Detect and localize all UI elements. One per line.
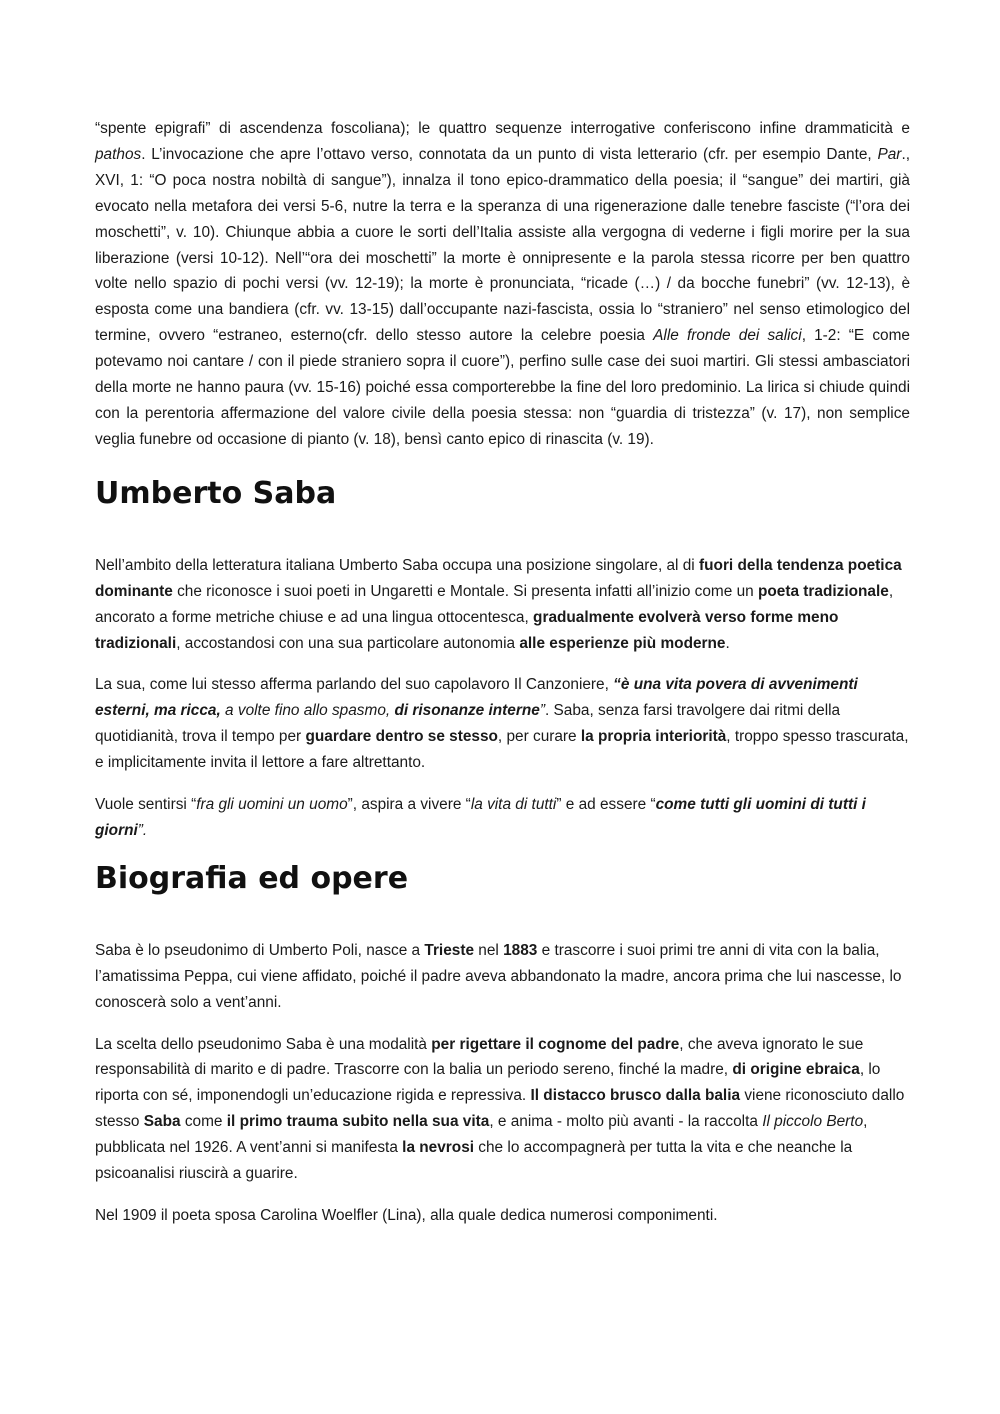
text-run: ., XVI, 1: “O poca nostra nobiltà di sangue”), innalza il tono epico-drammatico della poesia; il “sangue” dei martiri, già evocato nella metafora dei versi 5-6, nutre la terra e la speranza di una rigenerazione dalle tenebre fasciste (“l’ora dei moschetti”, v. 10). Chiunque abbia a cuore le sorti dell’Italia assiste alla vergogna di vederne i figli morire per la sua liberazione (versi 10-12). Nell’“ora dei moschetti” la morte è onnipresente e la parola stessa ricorre per ben quattro volte nello spazio di pochi versi (vv. 12-19); la morte è pronunciata, “ricade (…) / da bocche funebri” (vv. 12-13), è esposta come una bandiera (cfr. vv. 13-15) dall’occupante nazi-fascista, ossia lo “straniero” nel senso etimologico del termine, ovvero “estraneo, esterno(cfr. dello stesso autore la celebre poesia [95,145,910,345]
text-run: che lo accompagnerà per tutta la vita e che neanche la psicoanalisi riuscirà a guarire. [95,1139,853,1183]
text-run: Par [877,145,902,163]
text-run: il primo trauma subito nella sua vita [226,1113,490,1131]
text-run: “spente epigrafi” di ascendenza foscoliana); le quattro sequenze interrogative conferiscono infine drammaticità e [95,120,910,137]
text-run: , che aveva ignorato le sue responsabilità di marito e di padre. Trascorre con la balia un periodo sereno, finché la madre, [95,1035,864,1079]
text-run: e trascorre i suoi primi tre anni di vita con la balia, l’amatissima Peppa, cui viene affidato, poiché il padre aveva abbandonato la madre, ancora prima che lui nascesse, lo conoscerà solo a vent’anni. [95,941,902,1011]
text-run: a volte fino allo spasmo, [220,702,395,720]
text-run: guardare dentro se stesso [305,728,498,746]
text-run: “è una vita povera di avvenimenti esterni, ma ricca, [95,676,858,720]
text-run: ” e ad essere “ [556,796,656,814]
saba-paragraph-2 [95,672,910,776]
text-run: Trieste [424,941,475,959]
text-run: che riconosce i suoi poeti in Ungaretti e Montale. Si presenta infatti all’inizio come un [172,582,758,600]
text-run: , e anima - molto più avanti - la raccolta [489,1113,763,1131]
bio-paragraph-3 [95,1203,910,1229]
text-run: Alle fronde dei salici [653,327,802,345]
text-run: Vuole sentirsi “ [95,796,197,814]
text-run: ”, aspira a vivere “ [347,796,471,814]
text-run: ”. [137,821,148,839]
text-run: Saba è lo pseudonimo di Umberto Poli, nasce a [95,941,425,959]
text-run: , lo riporta con sé, imponendogli un’educazione rigida e repressiva. [95,1061,881,1105]
text-run: Saba [143,1113,181,1131]
text-run: Il piccolo Berto [762,1113,864,1131]
text-run: viene riconosciuto dallo stesso [95,1087,905,1131]
text-run: Nel 1909 il poeta sposa Carolina Woelfler (Lina), alla quale dedica numerosi componimenti. [95,1207,718,1224]
text-run: , 1-2: “E come potevamo noi cantare / con il piede straniero sopra il cuore”), perfino sulle case dei suoi martiri. Gli stessi ambasciatori della morte ne hanno paura (vv. 15-16) poiché essa comporterebbe la fine del loro predominio. La lirica si chiude quindi con la perentoria affermazione del valore civile della poesia stessa: non “guardia di tristezza” (v. 17), non semplice veglia funebre od occasione di pianto (v. 18), bensì canto epico di rinascita (v. 19). [95,327,910,448]
text-run: , ancorato a forme metriche chiuse e ad una lingua ottocentesca, [95,582,894,626]
text-run: Il distacco brusco dalla balia [530,1087,741,1105]
text-run: ” [539,702,545,720]
text-run: , accostandosi con una sua particolare autonomia [176,634,520,652]
text-run: . Saba, senza farsi travolgere dai ritmi della quotidianità, trova il tempo per [95,702,841,746]
text-run: 1883 [503,941,538,959]
intro-paragraph [95,116,910,453]
saba-paragraph-3 [95,792,910,844]
text-run: , per curare [497,728,581,746]
text-run: , troppo spesso trascurata, e implicitamente invita il lettore a fare altrettanto. [95,728,909,772]
text-run: La sua, come lui stesso afferma parlando del suo capolavoro Il Canzoniere, [95,676,614,694]
text-run: la nevrosi [402,1139,475,1157]
text-run: di risonanze interne [394,702,540,720]
text-run: fra gli uomini un uomo [196,796,348,814]
text-run: . L’invocazione che apre l’ottavo verso, connotata da un punto di vista letterario (cfr. per esempio Dante, [141,145,878,163]
bio-paragraph-1 [95,938,910,1016]
saba-paragraph-1 [95,553,910,657]
bio-paragraph-2 [95,1032,910,1187]
document-page [95,116,910,1245]
text-run: nel [474,941,504,959]
text-run: alle esperienze più moderne [519,634,726,652]
text-run: gradualmente evolverà verso forme meno tradizionali [95,608,839,652]
section-heading-biografia: Biografia ed opere [95,860,409,896]
text-run: la propria interiorità [580,728,727,746]
text-run: come tutti gli uomini di tutti i giorni [95,796,866,839]
text-run: fuori della tendenza poetica dominante [95,556,902,600]
text-run: come [180,1113,227,1131]
text-run: , pubblicata nel 1926. A vent’anni si manifesta [95,1113,868,1157]
text-run: poeta tradizionale [757,582,889,600]
text-run: pathos [95,145,142,163]
text-run: Nell’ambito della letteratura italiana Umberto Saba occupa una posizione singolare, al di [95,556,700,574]
text-run: . [725,634,730,652]
text-run: di origine ebraica [732,1061,860,1079]
text-run: per rigettare il cognome del padre [431,1035,680,1053]
text-run: La scelta dello pseudonimo Saba è una modalità [95,1035,432,1053]
text-run: la vita di tutti [470,796,557,814]
section-heading-umberto-saba: Umberto Saba [95,475,337,511]
